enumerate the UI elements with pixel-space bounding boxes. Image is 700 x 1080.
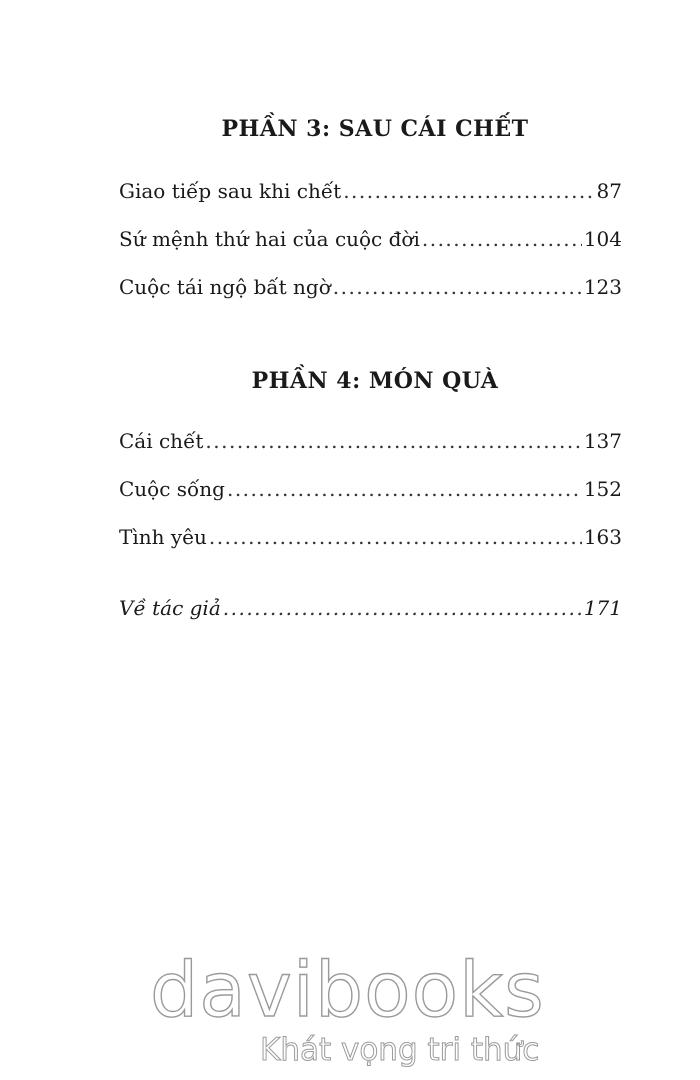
toc-entry-page: 137 (583, 429, 622, 453)
toc-entry (119, 274, 622, 300)
toc-leader-dots (209, 524, 582, 550)
toc-leader-dots (343, 178, 594, 204)
toc-entry-page: 104 (583, 227, 622, 251)
toc-entry-page: 171 (583, 596, 622, 620)
toc-leader-dots (227, 476, 582, 502)
toc-entry (119, 524, 622, 550)
toc-leader-dots (205, 428, 581, 454)
toc-entry-about-author (119, 595, 622, 621)
toc-leader-dots (422, 226, 582, 252)
watermark-tagline: Khát vọng tri thức (260, 1032, 540, 1068)
toc-leader-dots (333, 274, 582, 300)
toc-entry (119, 428, 622, 454)
toc-entry-title: Cái chết (119, 429, 204, 453)
toc-leader-dots (223, 595, 582, 621)
toc-entry-page: 163 (583, 525, 622, 549)
section-heading-part-3: PHẦN 3: SAU CÁI CHẾT (221, 116, 529, 142)
toc-entry-title: Giao tiếp sau khi chết (119, 179, 342, 203)
toc-entry (119, 226, 622, 252)
toc-entry-title: Cuộc tái ngộ bất ngờ (119, 275, 331, 299)
toc-entry-page: 87 (596, 179, 622, 203)
toc-entry-title: Tình yêu (119, 525, 207, 549)
toc-entry-title: Cuộc sống (119, 477, 225, 501)
toc-entry-page: 152 (583, 477, 622, 501)
toc-entry-title: Sứ mệnh thứ hai của cuộc đời (119, 227, 420, 251)
toc-entry (119, 178, 622, 204)
section-heading-part-4: PHẦN 4: MÓN QUÀ (251, 368, 499, 394)
toc-entry-title: Về tác giả (119, 596, 221, 620)
watermark-brand: davibooks (150, 945, 545, 1034)
watermark-logo (150, 945, 570, 1068)
toc-entry-page: 123 (583, 275, 622, 299)
toc-entry (119, 476, 622, 502)
